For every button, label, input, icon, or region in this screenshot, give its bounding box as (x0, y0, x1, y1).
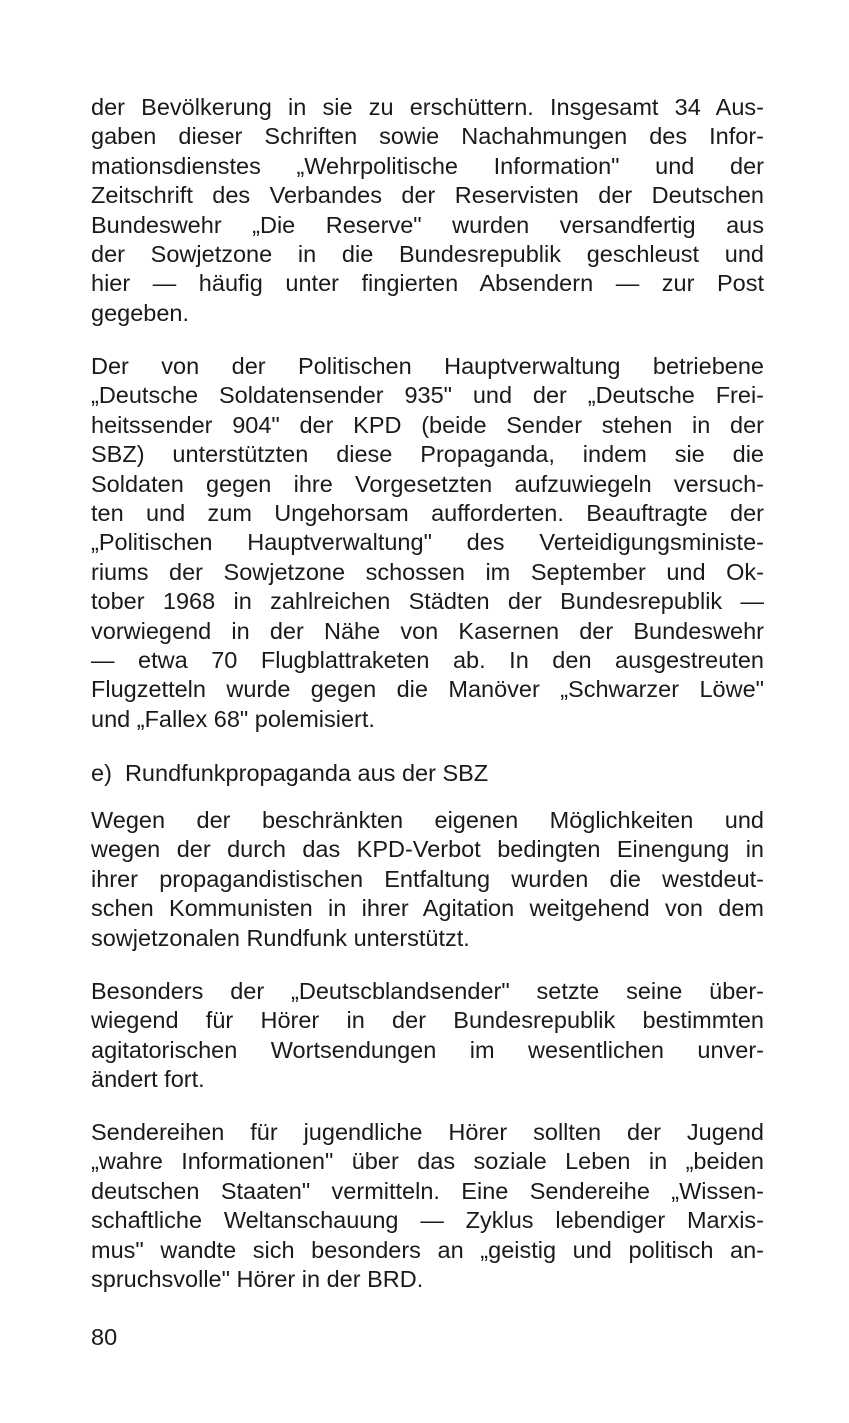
text-line: tober 1968 in zahlreichen Städten der Bundesrepublik — (91, 588, 764, 615)
text-line: hier — häufig unter fingierten Absendern — zur Post (91, 270, 764, 297)
paragraph-1 (91, 93, 764, 328)
text-line: ten und zum Ungehorsam aufforderten. Beauftragte der (91, 499, 764, 526)
text-line: Bundeswehr „Die Reserve" wurden versandfertig aus (91, 211, 764, 238)
text-line: — etwa 70 Flugblattraketen ab. In den ausgestreuten (91, 646, 764, 673)
paragraph-5 (91, 1118, 764, 1294)
text-line: Flugzetteln wurde gegen die Manöver „Schwarzer Löwe" (91, 676, 764, 703)
paragraph-2 (91, 352, 764, 734)
text-line: Der von der Politischen Hauptverwaltung betriebene (91, 353, 764, 379)
text-line: „wahre Informationen" über das soziale Leben in „beiden (91, 1148, 764, 1175)
text-line: ihrer propagandistischen Entfaltung wurden die westdeut- (91, 865, 764, 892)
paragraph-3 (91, 806, 764, 953)
text-line: Sendereihen für jugendliche Hörer sollten der Jugend (91, 1119, 764, 1145)
text-line: gegeben. (91, 299, 190, 326)
page-number: 80 (91, 1324, 118, 1350)
text-line: „Deutsche Soldatensender 935" und der „Deutsche Frei- (91, 382, 764, 409)
text-line: spruchsvolle" Hörer in der BRD. (91, 1265, 424, 1292)
paragraph-4 (91, 977, 764, 1095)
text-line: deutschen Staaten" vermitteln. Eine Sendereihe „Wissen- (91, 1177, 764, 1204)
text-line: schaftliche Weltanschauung — Zyklus lebendiger Marxis- (91, 1207, 764, 1234)
text-line: Zeitschrift des Verbandes der Reservisten der Deutschen (91, 182, 764, 209)
text-line: Besonders der „Deutscblandsender" setzte seine über- (91, 978, 764, 1004)
text-line: „Politischen Hauptverwaltung" des Verteidigungsministe- (91, 529, 764, 556)
text-line: sowjetzonalen Rundfunk unterstützt. (91, 924, 470, 951)
text-line: mus" wandte sich besonders an „geistig und politisch an- (91, 1236, 764, 1263)
text-line: und „Fallex 68" polemisiert. (91, 705, 375, 732)
text-line: Soldaten gegen ihre Vorgesetzten aufzuwiegeln versuch- (91, 470, 764, 497)
text-line: wiegend für Hörer in der Bundesrepublik bestimmten (91, 1007, 764, 1034)
text-line: der Bevölkerung in sie zu erschüttern. Insgesamt 34 Aus- (91, 94, 764, 120)
text-line: schen Kommunisten in ihrer Agitation weitgehend von dem (91, 895, 764, 922)
text-line: agitatorischen Wortsendungen im wesentlichen unver- (91, 1036, 764, 1063)
text-line: der Sowjetzone in die Bundesrepublik geschleust und (91, 240, 764, 267)
text-line: mationsdienstes „Wehrpolitische Information" und der (91, 152, 764, 179)
text-line: Wegen der beschränkten eigenen Möglichkeiten und (91, 807, 764, 833)
text-line: SBZ) unterstützten diese Propaganda, indem sie die (91, 441, 764, 468)
text-line: ändert fort. (91, 1066, 205, 1093)
text-line: wegen der durch das KPD-Verbot bedingten Einengung in (91, 836, 764, 863)
text-line: heitssender 904" der KPD (beide Sender stehen in der (91, 411, 764, 438)
section-heading-text: e) Rundfunkpropaganda aus der SBZ (91, 760, 489, 786)
text-line: vorwiegend in der Nähe von Kasernen der Bundeswehr (91, 617, 764, 644)
section-heading (91, 758, 764, 788)
text-line: gaben dieser Schriften sowie Nachahmungen des Infor- (91, 123, 764, 150)
text-line: riums der Sowjetzone schossen im September und Ok- (91, 558, 764, 585)
